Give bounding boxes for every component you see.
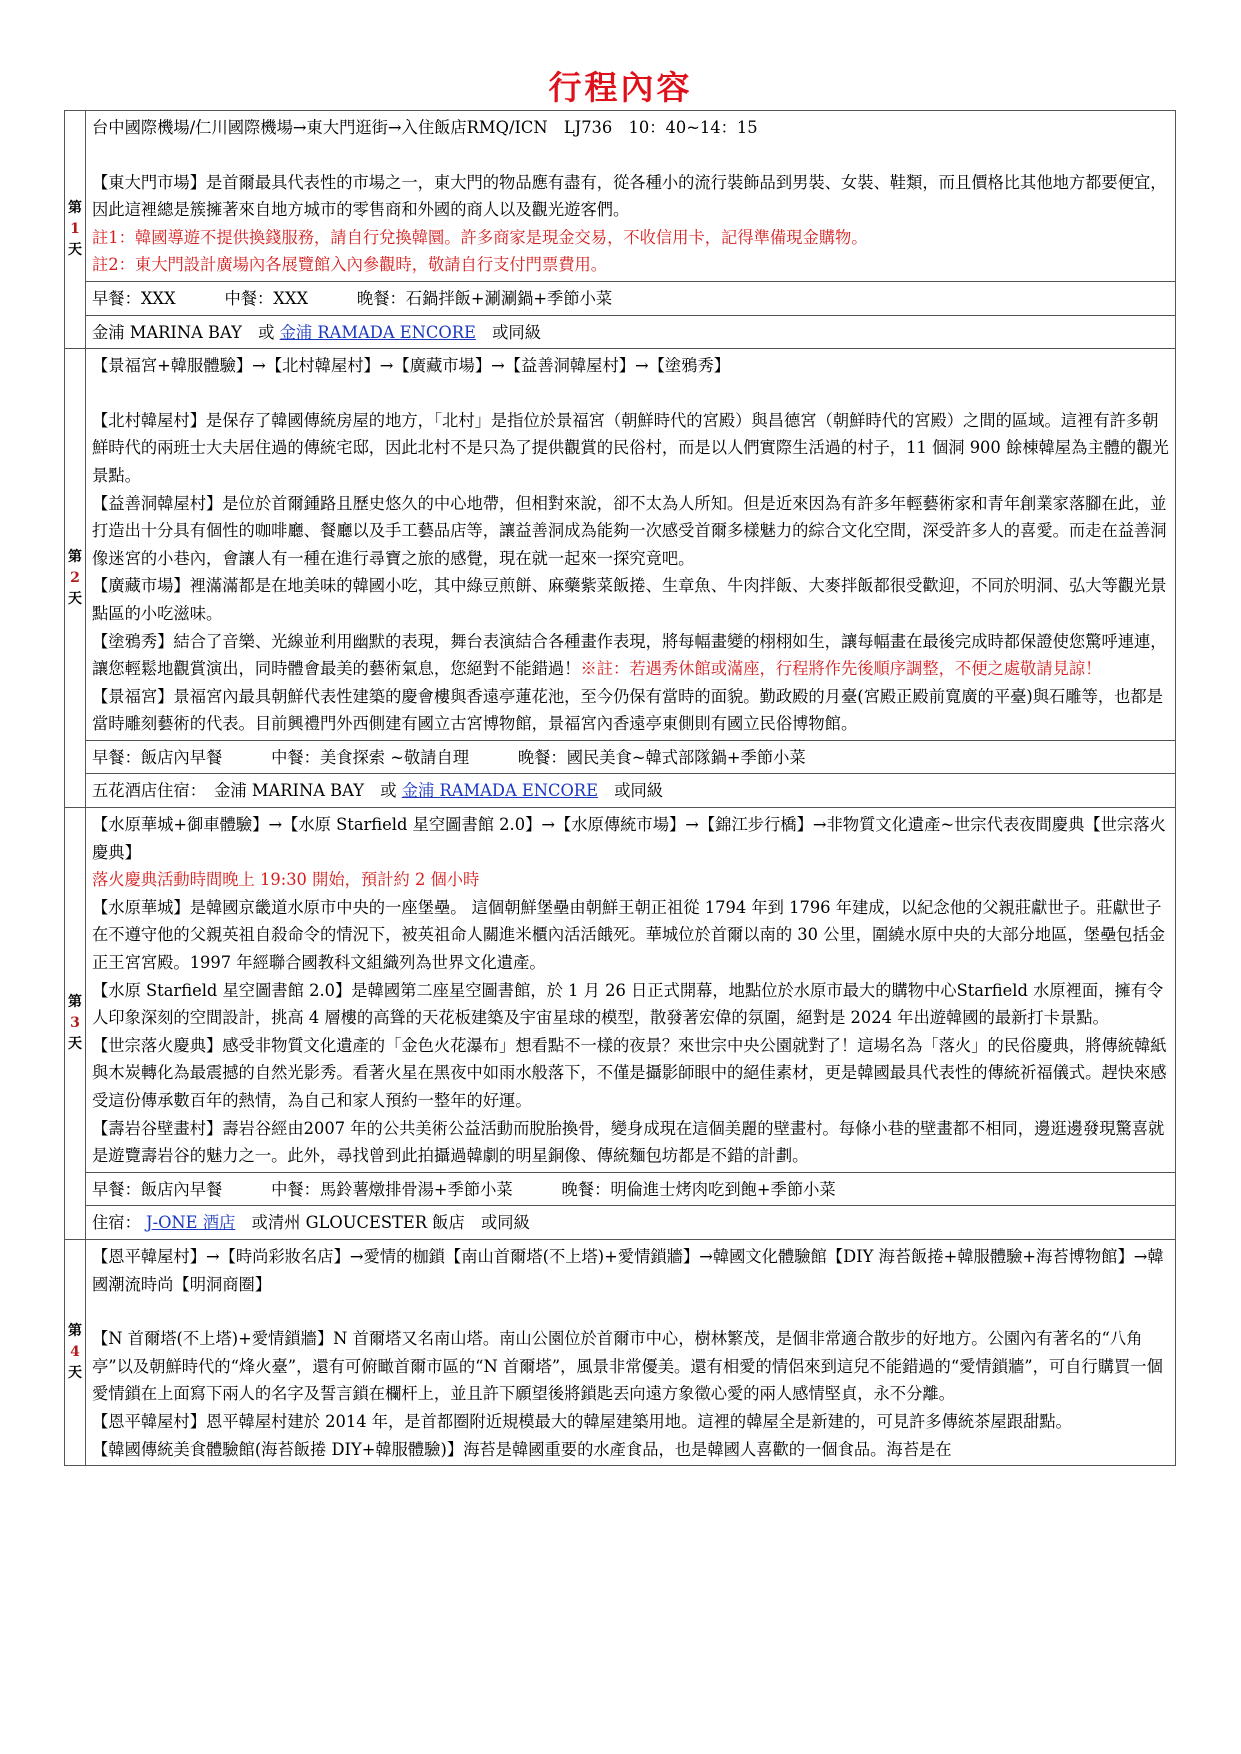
day-1-paragraph: 【東大門市場】是首爾最具代表性的市場之一，東大門的物品應有盡有，從各種小的流行裝飾品到男裝、女裝、鞋類，而且價格比其他地方都要便宜，因此這裡總是簇擁著來自地方城市的零售商和外國的商人以及觀光遊客們。 (92, 172, 1167, 220)
day-4-route: 【恩平韓屋村】→【時尚彩妝名店】→愛情的枷鎖【南山首爾塔(不上塔)+愛情鎖牆】→韓國文化體驗館【DIY 海苔飯捲+韓服體驗+海苔博物館】→韓國潮流時尚【明洞商圈】 (92, 1246, 1164, 1294)
day-4-row (65, 1239, 1176, 1465)
day-3-paragraph: 【壽岩谷壁畫村】壽岩谷經由2007 年的公共美術公益活動而脫胎換骨，變身成現在這個美麗的壁畫村。每條小巷的壁畫都不相同，邊逛邊發現驚喜就是遊覽壽岩谷的魅力之一。此外，尋找曾到此拍攝過韓劇的明星銅像、傳統麵包坊都是不錯的計劃。 (92, 1118, 1165, 1166)
day-3-route: 【水原華城+御車體驗】→【水原 Starfield 星空圖書館 2.0】→【水原傳統市場】→【錦江步行橋】→非物質文化遺產~世宗代表夜間慶典【世宗落火慶典】 (92, 815, 1166, 862)
day-3-paragraph: 【世宗落火慶典】感受非物質文化遺產的「金色火花瀑布」想看點不一樣的夜景？來世宗中央公園就對了！這場名為「落火」的民俗慶典，將傳統韓紙與木炭轉化為最震撼的自然光影秀。看著火星在黑夜中如雨水般落下，不僅是攝影師眼中的絕佳素材，更是韓國最具代表性的傳統祈福儀式。趕快來感受這份傳承數百年的熱情，為自己和家人預約一整年的好運。 (92, 1035, 1167, 1110)
day-3-paragraph: 【水原華城】是韓國京畿道水原市中央的一座堡壘。 這個朝鮮堡壘由朝鮮王朝正祖從 1794 年到 1796 年建成，以紀念他的父親莊獻世子。莊獻世子在不遵守他的父親英祖自殺命令的情況下，被英祖命人關進米櫃內活活餓死。華城位於首爾以南的 30 公里，圍繞水原中央的大部分地區，堡壘包括金正王宮宮殿。1997 年經聯合國教科文組織列為世界文化遺產。 (92, 897, 1166, 973)
day-3-paragraph: 【水原 Starfield 星空圖書館 2.0】是韓國第二座星空圖書館，於 1 月 26 日正式開幕，地點位於水原市最大的購物中心Starfield 水原裡面，擁有令人印象深刻的空間設計，挑高 4 層樓的高聳的天花板建築及宇宙星球的模型，散發著宏偉的氛圍，絕對是 2024 年出遊韓國的最新打卡景點。 (92, 980, 1164, 1028)
day-1-note-1: 註1：韓國導遊不提供換錢服務，請自行兌換韓圜。許多商家是現金交易，不收信用卡，記得準備現金購物。 (92, 227, 868, 247)
day-4-paragraph: 【韓國傳統美食體驗館(海苔飯捲 DIY+韓服體驗)】海苔是韓國重要的水產食品，也是韓國人喜歡的一個食品。海苔是在 (92, 1439, 952, 1459)
day-1-hotel: 金浦 MARINA BAY 或 金浦 RAMADA ENCORE 或同級 (86, 315, 1176, 349)
day-1-row (65, 111, 1176, 282)
day-1-label: 第 1 天 (65, 111, 86, 349)
day-3-route-note: 落火慶典活動時間晚上 19:30 開始，預計約 2 個小時 (92, 870, 480, 890)
day-3-row (65, 808, 1176, 1173)
day-3-hotel: 住宿： J-ONE 酒店 或清州 GLOUCESTER 飯店 或同級 (86, 1206, 1176, 1240)
day-2-paragraph-show: 【塗鴉秀】結合了音樂、光線並利用幽默的表現，舞台表演結合各種畫作表現，將每幅畫變的栩栩如生，讓每幅畫在最後完成時都保證使您驚呼連連，讓您輕鬆地觀賞演出，同時體會最美的藝術氣息，您絕對不能錯過！※註：若遇秀休館或滿座，行程將作先後順序調整，不便之處敬請見諒！ (92, 631, 1167, 679)
day-2-content (86, 349, 1176, 741)
day-2-meals: 早餐：飯店內早餐 中餐：美食探索 ~敬請自理 晚餐：國民美食~韓式部隊鍋+季節小菜 (86, 740, 1176, 774)
day-1-content (86, 111, 1176, 282)
day-4-paragraph: 【N 首爾塔(不上塔)+愛情鎖牆】N 首爾塔又名南山塔。南山公園位於首爾市中心，樹林繁茂，是個非常適合散步的好地方。公園內有著名的“八角亭”以及朝鮮時代的“烽火臺”，還有可俯瞰首爾市區的“N 首爾塔”，風景非常優美。還有相愛的情侶來到這兒不能錯過的“愛情鎖牆”，可自行購買一個愛情鎖在上面寫下兩人的名字及誓言鎖在欄杆上，並且許下願望後將鎖匙丟向遠方象徵心愛的兩人感情堅貞，永不分離。 (92, 1329, 1163, 1404)
day-2-hotel: 五花酒店住宿： 金浦 MARINA BAY 或 金浦 RAMADA ENCORE 或同級 (86, 774, 1176, 808)
day-2-label: 第 2 天 (65, 349, 86, 808)
day-1-hotel-link[interactable]: 金浦 RAMADA ENCORE (279, 322, 476, 342)
day-3-content (86, 808, 1176, 1173)
day-3-meals: 早餐：飯店內早餐 中餐：馬鈴薯燉排骨湯+季節小菜 晚餐：明倫進士烤肉吃到飽+季節小菜 (86, 1172, 1176, 1206)
itinerary-table (64, 110, 1176, 1466)
day-1-route: 台中國際機場/仁川國際機場→東大門逛街→入住飯店RMQ/ICN LJ736 10：40~14：15 (92, 118, 758, 137)
day-4-label: 第 4 天 (65, 1239, 86, 1465)
day-2-paragraph: 【廣藏市場】裡滿滿都是在地美味的韓國小吃，其中綠豆煎餅、麻藥紫菜飯捲、生章魚、牛肉拌飯、大麥拌飯都很受歡迎，不同於明洞、弘大等觀光景點區的小吃滋味。 (92, 576, 1167, 623)
day-2-paragraph: 【益善洞韓屋村】是位於首爾鍾路且歷史悠久的中心地帶，但相對來說，卻不太為人所知。但是近來因為有許多年輕藝術家和青年創業家落腳在此，並打造出十分具有個性的咖啡廳、餐廳以及手工藝品店等，讓益善洞成為能夠一次感受首爾多樣魅力的綜合文化空間，深受許多人的喜愛。而走在益善洞像迷宮的小巷內，會讓人有一種在進行尋寶之旅的感覺，現在就一起來一探究竟吧。 (92, 493, 1167, 568)
day-2-hotel-link[interactable]: 金浦 RAMADA ENCORE (401, 781, 598, 801)
page-title: 行程內容 (548, 68, 693, 107)
day-2-row (65, 349, 1176, 741)
day-4-paragraph: 【恩平韓屋村】恩平韓屋村建於 2014 年，是首都圈附近規模最大的韓屋建築用地。這裡的韓屋全是新建的，可見許多傳統茶屋跟甜點。 (92, 1411, 1072, 1431)
day-2-paragraph: 【景福宮】景福宮內最具朝鮮代表性建築的慶會樓與香遠亭蓮花池，至今仍保有當時的面貌。勤政殿的月臺(宮殿正殿前寬廣的平臺)與石雕等，也都是當時雕刻藝術的代表。目前興禮門外西側建有國立古宮博物館，景福宮內香遠亭東側則有國立民俗博物館。 (92, 686, 1163, 734)
day-2-route: 【景福宮+韓服體驗】→【北村韓屋村】→【廣藏市場】→【益善洞韓屋村】→【塗鴉秀】 (92, 356, 731, 376)
day-3-hotel-link[interactable]: J-ONE 酒店 (146, 1213, 236, 1233)
day-4-content (86, 1239, 1176, 1465)
day-1-meals: 早餐：XXX 中餐：XXX 晚餐：石鍋拌飯+涮涮鍋+季節小菜 (86, 281, 1176, 315)
day-1-note-2: 註2：東大門設計廣場內各展覽館入內參觀時，敬請自行支付門票費用。 (92, 255, 608, 275)
day-2-show-note: ※註：若遇秀休館或滿座，行程將作先後順序調整，不便之處敬請見諒！ (580, 659, 1102, 679)
day-3-label: 第 3 天 (65, 808, 86, 1240)
day-2-paragraph: 【北村韓屋村】是保存了韓國傳統房屋的地方，「北村」是指位於景福宮（朝鮮時代的宮殿）與昌德宮（朝鮮時代的宮殿）之間的區域。這裡有許多朝鮮時代的兩班士大夫居住過的傳統宅邸，因此北村不是只為了提供觀賞的民俗村，而是以人們實際生活過的村子，11 個洞 900 餘棟韓屋為主體的觀光景點。 (92, 410, 1169, 485)
